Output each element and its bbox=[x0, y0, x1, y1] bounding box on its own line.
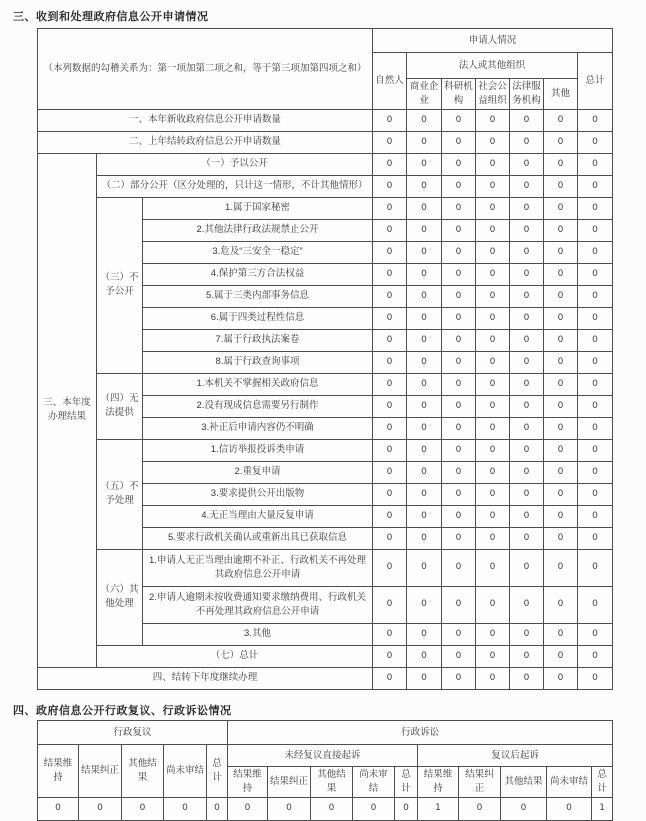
value-cell: 0 bbox=[476, 153, 510, 175]
value-cell: 0 bbox=[476, 586, 510, 623]
value-cell: 0 bbox=[578, 285, 613, 307]
value-cell: 0 bbox=[476, 219, 510, 241]
table-row bbox=[38, 373, 613, 395]
value-cell: 0 bbox=[407, 263, 442, 285]
value-cell: 0 bbox=[510, 263, 544, 285]
value-cell: 0 bbox=[476, 109, 510, 131]
value-cell: 0 bbox=[544, 527, 578, 549]
header-legal-org-group: 法人或其他组织 bbox=[407, 53, 578, 79]
direct-value: 0 bbox=[311, 797, 353, 820]
value-cell: 0 bbox=[373, 109, 407, 131]
value-cell: 0 bbox=[578, 586, 613, 623]
value-cell: 0 bbox=[476, 439, 510, 461]
value-cell: 0 bbox=[544, 351, 578, 373]
value-cell: 0 bbox=[510, 586, 544, 623]
value-cell: 0 bbox=[544, 197, 578, 219]
recon-value: 0 bbox=[207, 797, 228, 820]
value-cell: 0 bbox=[442, 131, 476, 153]
value-cell: 0 bbox=[442, 417, 476, 439]
recon-value: 0 bbox=[79, 797, 122, 820]
value-cell: 0 bbox=[510, 197, 544, 219]
value-cell: 0 bbox=[578, 461, 613, 483]
value-cell: 0 bbox=[578, 241, 613, 263]
value-cell: 0 bbox=[510, 131, 544, 153]
value-cell: 0 bbox=[510, 549, 544, 586]
value-cell: 0 bbox=[476, 483, 510, 505]
header-total: 总计 bbox=[578, 53, 613, 110]
value-cell: 0 bbox=[407, 483, 442, 505]
value-cell: 0 bbox=[510, 219, 544, 241]
row-label: 6.属于四类过程性信息 bbox=[143, 307, 373, 329]
table-row bbox=[38, 109, 613, 131]
after-col-pending: 尚未审结 bbox=[547, 767, 592, 798]
header-other-org: 其他 bbox=[544, 79, 578, 110]
value-cell: 0 bbox=[442, 351, 476, 373]
table-row bbox=[38, 439, 613, 461]
value-cell: 0 bbox=[442, 285, 476, 307]
value-cell: 0 bbox=[510, 175, 544, 197]
value-cell: 0 bbox=[510, 667, 544, 689]
recon-value: 0 bbox=[164, 797, 207, 820]
row-label: 一、本年新收政府信息公开申请数量 bbox=[38, 109, 373, 131]
value-cell: 0 bbox=[544, 285, 578, 307]
value-cell: 0 bbox=[578, 153, 613, 175]
header-applicant-group: 申请人情况 bbox=[373, 29, 613, 53]
value-cell: 0 bbox=[442, 263, 476, 285]
direct-value: 0 bbox=[353, 797, 395, 820]
value-cell: 0 bbox=[373, 483, 407, 505]
value-cell: 0 bbox=[510, 439, 544, 461]
value-cell: 0 bbox=[510, 623, 544, 645]
value-cell: 0 bbox=[578, 505, 613, 527]
value-cell: 0 bbox=[407, 645, 442, 667]
header-commercial-enterprise: 商业企业 bbox=[407, 79, 442, 110]
value-cell: 0 bbox=[578, 219, 613, 241]
value-cell: 0 bbox=[373, 329, 407, 351]
table-row bbox=[38, 667, 613, 689]
value-cell: 0 bbox=[407, 527, 442, 549]
value-cell: 0 bbox=[578, 197, 613, 219]
value-cell: 0 bbox=[544, 241, 578, 263]
after-col-total: 总计 bbox=[592, 767, 613, 798]
value-cell: 0 bbox=[578, 667, 613, 689]
value-cell: 0 bbox=[373, 461, 407, 483]
value-cell: 0 bbox=[407, 219, 442, 241]
value-cell: 0 bbox=[476, 197, 510, 219]
value-cell: 0 bbox=[578, 549, 613, 586]
value-cell: 0 bbox=[407, 109, 442, 131]
value-cell: 0 bbox=[476, 373, 510, 395]
table-row bbox=[38, 645, 613, 667]
value-cell: 0 bbox=[407, 549, 442, 586]
value-cell: 0 bbox=[407, 351, 442, 373]
value-cell: 0 bbox=[544, 153, 578, 175]
value-cell: 0 bbox=[544, 586, 578, 623]
value-cell: 0 bbox=[407, 667, 442, 689]
value-cell: 0 bbox=[510, 483, 544, 505]
value-cell: 0 bbox=[373, 549, 407, 586]
value-cell: 0 bbox=[373, 623, 407, 645]
value-cell: 0 bbox=[578, 645, 613, 667]
value-cell: 0 bbox=[476, 417, 510, 439]
value-cell: 0 bbox=[407, 197, 442, 219]
row-label: 3.其他 bbox=[143, 623, 373, 645]
value-cell: 0 bbox=[510, 645, 544, 667]
value-cell: 0 bbox=[476, 505, 510, 527]
value-cell: 0 bbox=[578, 175, 613, 197]
value-cell: 0 bbox=[476, 241, 510, 263]
value-cell: 0 bbox=[442, 667, 476, 689]
value-cell: 0 bbox=[510, 329, 544, 351]
value-cell: 0 bbox=[578, 527, 613, 549]
row-label: 3.补正后申请内容仍不明确 bbox=[143, 417, 373, 439]
row-label: 1.属于国家秘密 bbox=[143, 197, 373, 219]
value-cell: 0 bbox=[544, 263, 578, 285]
value-cell: 0 bbox=[578, 109, 613, 131]
value-cell: 0 bbox=[373, 527, 407, 549]
value-cell: 0 bbox=[407, 307, 442, 329]
row-label: 二、上年结转政府信息公开申请数量 bbox=[38, 131, 373, 153]
row-label: 2.申请人逾期未按收费通知要求缴纳费用、行政机关不再处理其政府信息公开申请 bbox=[143, 586, 373, 623]
row-label: 2.其他法律行政法规禁止公开 bbox=[143, 219, 373, 241]
row-label: 3.危及“三安全一稳定” bbox=[143, 241, 373, 263]
table-row bbox=[38, 175, 613, 197]
value-cell: 0 bbox=[373, 505, 407, 527]
row-subgroup-label: （六）其他处理 bbox=[97, 549, 143, 645]
recon-col-result-corrected: 结果纠正 bbox=[79, 745, 122, 798]
header-natural-person: 自然人 bbox=[373, 53, 407, 110]
value-cell: 0 bbox=[476, 175, 510, 197]
header-direct-lawsuit: 未经复议直接起诉 bbox=[228, 745, 418, 767]
value-cell: 0 bbox=[373, 175, 407, 197]
value-cell: 0 bbox=[510, 461, 544, 483]
direct-value: 0 bbox=[395, 797, 418, 820]
value-cell: 0 bbox=[544, 549, 578, 586]
value-cell: 0 bbox=[544, 667, 578, 689]
value-cell: 0 bbox=[373, 131, 407, 153]
section4-title: 四、政府信息公开行政复议、行政诉讼情况 bbox=[13, 705, 232, 717]
value-cell: 0 bbox=[544, 439, 578, 461]
value-cell: 0 bbox=[407, 373, 442, 395]
checksum-note: （本列数据的勾稽关系为：第一项加第二项之和，等于第三项加第四项之和） bbox=[38, 29, 373, 110]
value-cell: 0 bbox=[510, 241, 544, 263]
header-lawsuit-after-reconsideration: 复议后起诉 bbox=[418, 745, 613, 767]
value-cell: 0 bbox=[476, 307, 510, 329]
value-cell: 0 bbox=[442, 483, 476, 505]
value-cell: 0 bbox=[544, 623, 578, 645]
value-cell: 0 bbox=[373, 219, 407, 241]
value-cell: 0 bbox=[442, 527, 476, 549]
value-cell: 0 bbox=[407, 623, 442, 645]
value-cell: 0 bbox=[442, 219, 476, 241]
value-cell: 0 bbox=[476, 285, 510, 307]
value-cell: 0 bbox=[578, 263, 613, 285]
row-label: （七）总计 bbox=[97, 645, 373, 667]
value-cell: 0 bbox=[442, 109, 476, 131]
value-cell: 0 bbox=[407, 586, 442, 623]
value-cell: 0 bbox=[373, 197, 407, 219]
row-label: 5.要求行政机关确认或重新出具已获取信息 bbox=[143, 527, 373, 549]
value-cell: 0 bbox=[442, 549, 476, 586]
value-cell: 0 bbox=[476, 329, 510, 351]
value-cell: 0 bbox=[544, 219, 578, 241]
value-cell: 0 bbox=[476, 351, 510, 373]
header-legal-service-org: 法律服务机构 bbox=[510, 79, 544, 110]
row-label: 8.属于行政查询事项 bbox=[143, 351, 373, 373]
row-label: 1.信访举报投诉类申请 bbox=[143, 439, 373, 461]
table-row bbox=[38, 131, 613, 153]
header-administrative-litigation: 行政诉讼 bbox=[228, 721, 613, 745]
direct-value: 0 bbox=[268, 797, 311, 820]
after-value: 0 bbox=[501, 797, 547, 820]
row-label: 5.属于三类内部事务信息 bbox=[143, 285, 373, 307]
value-cell: 0 bbox=[578, 351, 613, 373]
direct-col-other-result: 其他结果 bbox=[311, 767, 353, 798]
value-cell: 0 bbox=[373, 285, 407, 307]
value-cell: 0 bbox=[544, 417, 578, 439]
row-label: 3.要求提供公开出版物 bbox=[143, 483, 373, 505]
value-cell: 0 bbox=[476, 263, 510, 285]
value-cell: 0 bbox=[407, 153, 442, 175]
value-cell: 0 bbox=[578, 417, 613, 439]
value-cell: 0 bbox=[476, 549, 510, 586]
value-cell: 0 bbox=[442, 505, 476, 527]
table-row bbox=[38, 549, 613, 586]
recon-col-other-result: 其他结果 bbox=[122, 745, 164, 798]
header-research-institution: 科研机构 bbox=[442, 79, 476, 110]
value-cell: 0 bbox=[442, 241, 476, 263]
row-label: （一）予以公开 bbox=[97, 153, 373, 175]
table-row bbox=[38, 153, 613, 175]
table-row bbox=[38, 197, 613, 219]
value-cell: 0 bbox=[476, 395, 510, 417]
after-value: 1 bbox=[592, 797, 613, 820]
value-cell: 0 bbox=[544, 395, 578, 417]
value-cell: 0 bbox=[373, 395, 407, 417]
value-cell: 0 bbox=[510, 351, 544, 373]
value-cell: 0 bbox=[442, 329, 476, 351]
value-cell: 0 bbox=[476, 667, 510, 689]
value-cell: 0 bbox=[544, 373, 578, 395]
value-cell: 0 bbox=[510, 505, 544, 527]
value-cell: 0 bbox=[373, 667, 407, 689]
value-cell: 0 bbox=[442, 439, 476, 461]
row-label: 2.重复申请 bbox=[143, 461, 373, 483]
row-subgroup-label: （四）无法提供 bbox=[97, 373, 143, 439]
value-cell: 0 bbox=[476, 645, 510, 667]
row-label: 4.保护第三方合法权益 bbox=[143, 263, 373, 285]
row-label: 4.无正当理由大量反复申请 bbox=[143, 505, 373, 527]
value-cell: 0 bbox=[407, 505, 442, 527]
row-label: 四、结转下年度继续办理 bbox=[38, 667, 373, 689]
value-cell: 0 bbox=[578, 483, 613, 505]
value-cell: 0 bbox=[442, 461, 476, 483]
value-cell: 0 bbox=[407, 241, 442, 263]
recon-col-result-upheld: 结果维持 bbox=[38, 745, 79, 798]
after-value: 1 bbox=[418, 797, 459, 820]
value-cell: 0 bbox=[510, 307, 544, 329]
value-cell: 0 bbox=[373, 263, 407, 285]
value-cell: 0 bbox=[407, 461, 442, 483]
value-cell: 0 bbox=[578, 439, 613, 461]
direct-value: 0 bbox=[228, 797, 268, 820]
value-cell: 0 bbox=[407, 285, 442, 307]
value-cell: 0 bbox=[510, 527, 544, 549]
row-subgroup-label: （五）不予处理 bbox=[97, 439, 143, 549]
value-cell: 0 bbox=[544, 329, 578, 351]
value-cell: 0 bbox=[407, 439, 442, 461]
value-cell: 0 bbox=[544, 307, 578, 329]
value-cell: 0 bbox=[476, 131, 510, 153]
value-cell: 0 bbox=[373, 373, 407, 395]
value-cell: 0 bbox=[407, 329, 442, 351]
recon-value: 0 bbox=[122, 797, 164, 820]
value-cell: 0 bbox=[544, 131, 578, 153]
direct-col-pending: 尚未审结 bbox=[353, 767, 395, 798]
row-label: 2.没有现成信息需要另行制作 bbox=[143, 395, 373, 417]
value-cell: 0 bbox=[476, 527, 510, 549]
direct-col-result-upheld: 结果维持 bbox=[228, 767, 268, 798]
value-cell: 0 bbox=[373, 645, 407, 667]
value-cell: 0 bbox=[373, 241, 407, 263]
after-value: 0 bbox=[547, 797, 592, 820]
value-cell: 0 bbox=[373, 153, 407, 175]
direct-col-result-corrected: 结果纠正 bbox=[268, 767, 311, 798]
header-public-welfare-org: 社会公益组织 bbox=[476, 79, 510, 110]
value-cell: 0 bbox=[544, 483, 578, 505]
value-cell: 0 bbox=[373, 351, 407, 373]
value-cell: 0 bbox=[510, 417, 544, 439]
row-label: 7.属于行政执法案卷 bbox=[143, 329, 373, 351]
value-cell: 0 bbox=[373, 586, 407, 623]
row-group-processing-results: 三、本年度办理结果 bbox=[38, 153, 97, 667]
value-cell: 0 bbox=[544, 505, 578, 527]
value-cell: 0 bbox=[442, 395, 476, 417]
value-cell: 0 bbox=[544, 645, 578, 667]
row-label: （二）部分公开（区分处理的，只计这一情形，不计其他情形） bbox=[97, 175, 373, 197]
applications-table bbox=[37, 28, 613, 690]
value-cell: 0 bbox=[578, 131, 613, 153]
value-cell: 0 bbox=[578, 395, 613, 417]
value-cell: 0 bbox=[510, 285, 544, 307]
value-cell: 0 bbox=[578, 373, 613, 395]
value-cell: 0 bbox=[442, 373, 476, 395]
value-cell: 0 bbox=[578, 623, 613, 645]
after-col-result-corrected: 结果纠正 bbox=[459, 767, 501, 798]
value-cell: 0 bbox=[544, 461, 578, 483]
after-value: 0 bbox=[459, 797, 501, 820]
recon-col-total: 总计 bbox=[207, 745, 228, 798]
review-litigation-table bbox=[37, 720, 613, 821]
after-col-other-result: 其他结果 bbox=[501, 767, 547, 798]
value-cell: 0 bbox=[442, 175, 476, 197]
after-col-result-upheld: 结果维持 bbox=[418, 767, 459, 798]
value-cell: 0 bbox=[578, 307, 613, 329]
header-administrative-reconsideration: 行政复议 bbox=[38, 721, 228, 745]
value-cell: 0 bbox=[510, 395, 544, 417]
value-cell: 0 bbox=[442, 623, 476, 645]
value-cell: 0 bbox=[442, 197, 476, 219]
row-subgroup-label: （三）不予公开 bbox=[97, 197, 143, 373]
value-cell: 0 bbox=[578, 329, 613, 351]
value-cell: 0 bbox=[510, 109, 544, 131]
value-cell: 0 bbox=[373, 439, 407, 461]
value-cell: 0 bbox=[373, 307, 407, 329]
row-label: 1.申请人无正当理由逾期不补正、行政机关不再处理其政府信息公开申请 bbox=[143, 549, 373, 586]
value-cell: 0 bbox=[476, 623, 510, 645]
value-cell: 0 bbox=[544, 109, 578, 131]
value-cell: 0 bbox=[544, 175, 578, 197]
row-label: 1.本机关不掌握相关政府信息 bbox=[143, 373, 373, 395]
value-cell: 0 bbox=[373, 417, 407, 439]
direct-col-total: 总计 bbox=[395, 767, 418, 798]
section3-title: 三、收到和处理政府信息公开申请情况 bbox=[13, 11, 209, 23]
value-cell: 0 bbox=[510, 153, 544, 175]
recon-value: 0 bbox=[38, 797, 79, 820]
recon-col-pending: 尚未审结 bbox=[164, 745, 207, 798]
value-cell: 0 bbox=[476, 461, 510, 483]
value-cell: 0 bbox=[407, 175, 442, 197]
value-cell: 0 bbox=[407, 417, 442, 439]
value-cell: 0 bbox=[442, 645, 476, 667]
value-cell: 0 bbox=[407, 131, 442, 153]
value-cell: 0 bbox=[442, 586, 476, 623]
value-cell: 0 bbox=[442, 307, 476, 329]
value-cell: 0 bbox=[407, 395, 442, 417]
value-cell: 0 bbox=[510, 373, 544, 395]
value-cell: 0 bbox=[442, 153, 476, 175]
